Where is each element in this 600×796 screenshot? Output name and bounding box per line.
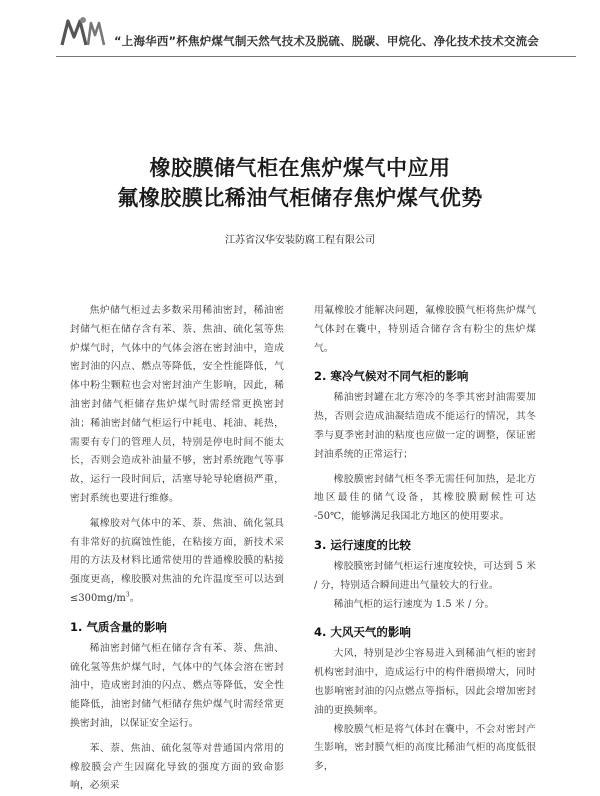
conference-logo-icon	[60, 15, 106, 49]
header-rule	[56, 56, 576, 57]
p2-text: 氟橡胶对气体中的苯、萘、焦油、硫化氢具有非常好的抗腐蚀性能，在粘接方面，新技术采用的方法及材料比通常使用的普通橡胶膜的粘接强度更高，橡胶膜对焦油的允许温度至可以达到≤	[70, 517, 284, 604]
left-column	[70, 302, 284, 796]
right-paragraph-5: 稀油气柜的运行速度为 1.5 米 / 分。	[333, 598, 495, 610]
left-paragraph-3: 稀油密封储气柜在储存含有苯、萘、焦油、硫化氢等焦炉煤气时，气体中的气体会溶在密封油中，造成密封油的闪点、燃点等降低，安全性能降低，油密封储气柜储存焦炉煤气时需经常更换密封油，以保证安全运行。	[70, 642, 284, 729]
page-header	[0, 0, 600, 62]
right-column	[314, 302, 536, 777]
p2-value: 300mg/m	[78, 592, 126, 604]
right-paragraph-1: 用氟橡胶才能解决问题，氟橡胶膜气柜将焦炉煤气气体封在囊中，特别适合储存含有粉尘的焦炉煤气。	[314, 305, 536, 354]
left-paragraph-4: 苯、萘、焦油、硫化氢等对普通国内常用的橡胶膜会产生因腐化导致的强度方面的致命影响，必须采	[70, 742, 284, 792]
section-heading-2: 2. 寒冷气候对不同气柜的影响	[314, 369, 469, 384]
right-paragraph-2: 稀油密封罐在北方寒冷的冬季其密封油需要加热，否则会造成油凝结造成不能运行的情况，其冬季与夏季密封油的粘度也应做一定的调整，保证密封油系统的正常运行；	[314, 392, 536, 460]
logo-text: MJM	[60, 15, 63, 16]
section-heading-4: 4. 大风天气的影响	[314, 625, 411, 640]
left-paragraph-2	[70, 515, 284, 609]
section-heading-1: 1. 气质含量的影响	[70, 619, 167, 634]
running-header: “上海华西”杯焦炉煤气制天然气技术及脱硫、脱碳、甲烷化、净化技术技术交流会	[114, 34, 540, 48]
right-paragraph-7: 橡胶膜气柜是将气体封在囊中，不会对密封产生影响，密封膜气柜的高度比稀油气柜的高度低很多，	[314, 723, 536, 773]
article-title-line-1: 橡胶膜储气柜在焦炉煤气中应用	[149, 156, 451, 180]
p2-end: 。	[129, 592, 140, 604]
article-title-line-2: 氟橡胶膜比稀油气柜储存焦炉煤气优势	[117, 186, 483, 210]
right-paragraph-4: 橡胶膜密封储气柜运行速度较快，可达到 5 米 / 分，特别适合瞬间进出气量较大的行业。	[314, 560, 536, 591]
left-paragraph-1: 焦炉储气柜过去多数采用稀油密封，稀油密封储气柜在储存含有苯、萘、焦油、硫化氢等焦炉煤气时，气体中的气体会溶在密封油中，造成密封油的闪点、燃点等降低，安全性能降低，气体中粉尘颗粒也会对密封油产生影响，因此，稀油密封储气柜储存焦炉煤气时需经常更换密封油；稀油密封储气柜运行中耗电、耗油、耗热，需要有专门的管理人员，特别是停电时间不能太长，否则会造成补油量不够，密封系统跑气等事故，运行一段时间后，活塞导轮导轮磨损严重，密封系统也要进行维修。	[70, 305, 284, 504]
right-paragraph-3: 橡胶膜密封储气柜冬季无需任何加热，是北方地区最佳的储气设备，其橡胶膜耐候性可达 -50℃，能够满足我国北方地区的使用要求。	[314, 473, 536, 523]
author-affiliation: 江苏省汉华安装防腐工程有限公司	[225, 235, 375, 246]
section-heading-3: 3. 运行速度的比较	[314, 537, 411, 552]
p2-superscript: 3	[125, 591, 130, 599]
right-paragraph-6: 大风，特别是沙尘容易进入到稀油气柜的密封机构密封油中，造成运行中的构件磨损增大，同时也影响密封油的闪点燃点等指标，因此会增加密封油的更换频率。	[314, 648, 536, 716]
